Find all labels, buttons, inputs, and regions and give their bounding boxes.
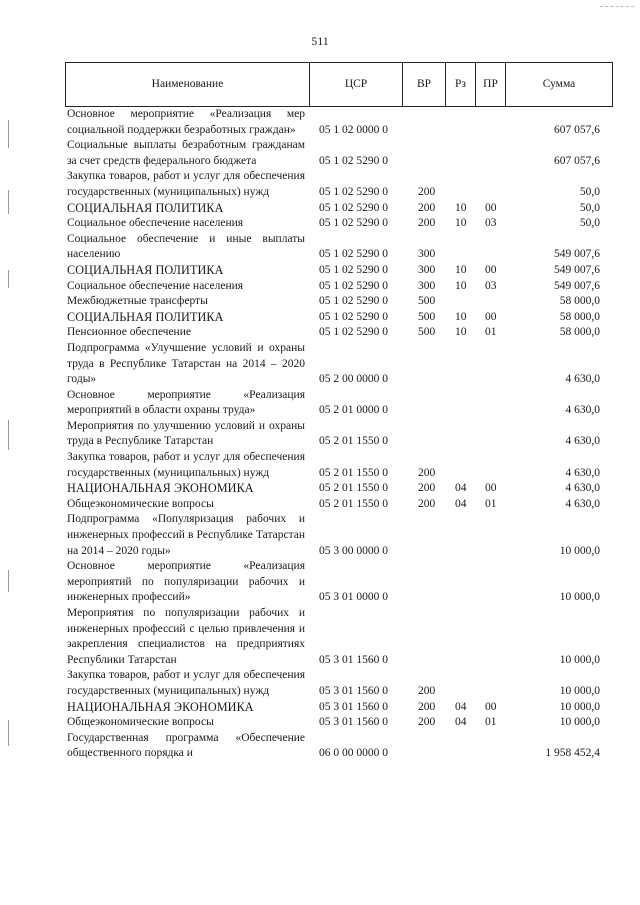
row-name: Подпрограмма «Улучшение условий и охраны труда в Республике Татарстан на 2014 – 2020 годы» bbox=[67, 341, 305, 386]
row-name: Закупка товаров, работ и услуг для обеспечения государственных (муниципальных) нужд bbox=[67, 170, 305, 198]
table-row bbox=[65, 138, 613, 169]
table-body bbox=[65, 107, 613, 762]
row-csr: 05 3 00 0000 0 bbox=[319, 544, 388, 557]
row-csr: 05 2 01 1550 0 bbox=[319, 482, 388, 495]
row-vr: 500 bbox=[418, 326, 436, 339]
column-header-pr: ПР bbox=[476, 63, 506, 106]
table-row bbox=[65, 279, 613, 295]
row-name: Социальные выплаты безработным гражданам за счет средств федерального бюджета bbox=[67, 139, 305, 167]
row-csr: 05 3 01 1560 0 bbox=[319, 684, 388, 697]
row-vr: 200 bbox=[418, 201, 436, 214]
table-row bbox=[65, 715, 613, 731]
row-name: Мероприятия по улучшению условий и охраны труда в Республике Татарстан bbox=[67, 419, 305, 448]
row-name: НАЦИОНАЛЬНАЯ ЭКОНОМИКА bbox=[67, 481, 254, 496]
table-row bbox=[65, 201, 613, 217]
row-pr: 00 bbox=[485, 310, 497, 323]
row-vr: 200 bbox=[418, 482, 436, 495]
row-csr: 05 3 01 1560 0 bbox=[319, 716, 388, 729]
table-row bbox=[65, 512, 613, 559]
row-csr: 05 1 02 0000 0 bbox=[319, 123, 388, 136]
table-row bbox=[65, 216, 613, 232]
row-sum: 549 007,6 bbox=[554, 263, 600, 276]
table-row bbox=[65, 294, 613, 310]
row-csr: 05 1 02 5290 0 bbox=[319, 154, 388, 167]
row-name: Социальное обеспечение населения bbox=[67, 217, 244, 230]
row-sum: 4 630,0 bbox=[565, 482, 600, 495]
row-csr: 05 1 02 5290 0 bbox=[319, 248, 388, 261]
table-row bbox=[65, 169, 613, 200]
row-vr: 500 bbox=[418, 310, 436, 323]
row-csr: 05 2 00 0000 0 bbox=[319, 373, 388, 386]
row-pr: 00 bbox=[485, 263, 497, 276]
row-name: НАЦИОНАЛЬНАЯ ЭКОНОМИКА bbox=[67, 699, 254, 714]
table-row bbox=[65, 497, 613, 513]
row-pr: 01 bbox=[485, 497, 497, 510]
table-row bbox=[65, 107, 613, 138]
row-csr: 05 3 01 0000 0 bbox=[319, 591, 388, 604]
row-sum: 10 000,0 bbox=[559, 544, 600, 557]
table-row bbox=[65, 668, 613, 699]
row-rz: 04 bbox=[455, 482, 467, 495]
row-rz: 10 bbox=[455, 279, 467, 292]
table-row bbox=[65, 232, 613, 263]
row-csr: 05 2 01 1550 0 bbox=[319, 435, 388, 448]
row-pr: 03 bbox=[485, 217, 497, 230]
scan-edge-marks bbox=[8, 120, 11, 820]
table-row bbox=[65, 388, 613, 419]
table-row bbox=[65, 310, 613, 326]
row-csr: 05 1 02 5290 0 bbox=[319, 295, 388, 308]
column-header-vr: ВР bbox=[403, 63, 446, 106]
row-pr: 03 bbox=[485, 279, 497, 292]
row-csr: 05 3 01 1560 0 bbox=[319, 653, 388, 666]
row-sum: 10 000,0 bbox=[559, 716, 600, 729]
row-rz: 04 bbox=[455, 716, 467, 729]
row-sum: 607 057,6 bbox=[554, 154, 600, 167]
row-csr: 05 1 02 5290 0 bbox=[319, 279, 388, 292]
row-sum: 4 630,0 bbox=[565, 466, 600, 479]
row-rz: 04 bbox=[455, 497, 467, 510]
row-name: Государственная программа «Обеспечение общественного порядка и bbox=[67, 731, 305, 760]
row-name: Основное мероприятие «Реализация мер социальной поддержки безработных граждан» bbox=[67, 108, 305, 136]
row-vr: 500 bbox=[418, 295, 436, 308]
row-vr: 300 bbox=[418, 248, 436, 261]
row-csr: 05 1 02 5290 0 bbox=[319, 217, 388, 230]
row-name: Основное мероприятие «Реализация мероприятий в области охраны труда» bbox=[67, 388, 305, 417]
row-sum: 58 000,0 bbox=[559, 310, 600, 323]
row-sum: 10 000,0 bbox=[559, 653, 600, 666]
row-name: Мероприятия по популяризации рабочих и инженерных профессий с целью привлечения и закрепления специалистов на предприятиях Республики Татарстан bbox=[67, 607, 305, 666]
row-rz: 10 bbox=[455, 217, 467, 230]
column-header-csr: ЦСР bbox=[310, 63, 403, 106]
row-name: СОЦИАЛЬНАЯ ПОЛИТИКА bbox=[67, 200, 224, 215]
table-row bbox=[65, 450, 613, 481]
row-sum: 50,0 bbox=[579, 217, 600, 230]
row-csr: 05 3 01 1560 0 bbox=[319, 700, 388, 713]
row-csr: 05 1 02 5290 0 bbox=[319, 201, 388, 214]
table-row bbox=[65, 263, 613, 279]
row-name: Пенсионное обеспечение bbox=[67, 326, 191, 339]
table-header bbox=[65, 62, 613, 107]
row-vr: 200 bbox=[418, 684, 436, 697]
row-rz: 10 bbox=[455, 326, 467, 339]
row-sum: 58 000,0 bbox=[559, 326, 600, 339]
row-name: Социальное обеспечение населения bbox=[67, 279, 244, 292]
row-pr: 00 bbox=[485, 700, 497, 713]
row-sum: 10 000,0 bbox=[559, 700, 600, 713]
row-sum: 4 630,0 bbox=[565, 497, 600, 510]
row-sum: 607 057,6 bbox=[554, 123, 600, 136]
row-name: Подпрограмма «Популяризация рабочих и инженерных профессий в Республике Татарстан на 2014 – 2020 годы» bbox=[67, 513, 305, 557]
row-sum: 4 630,0 bbox=[565, 404, 600, 417]
row-name: СОЦИАЛЬНАЯ ПОЛИТИКА bbox=[67, 309, 224, 324]
table-row bbox=[65, 481, 613, 497]
row-name: Закупка товаров, работ и услуг для обеспечения государственных (муниципальных) нужд bbox=[67, 669, 305, 697]
row-sum: 4 630,0 bbox=[565, 373, 600, 386]
row-vr: 200 bbox=[418, 466, 436, 479]
row-sum: 50,0 bbox=[579, 185, 600, 198]
row-rz: 10 bbox=[455, 310, 467, 323]
column-header-name: Наименование bbox=[66, 63, 310, 106]
row-vr: 200 bbox=[418, 185, 436, 198]
row-name: Основное мероприятие «Реализация мероприятий по популяризации рабочих и инженерных профессий» bbox=[67, 560, 305, 604]
row-name: Межбюджетные трансферты bbox=[67, 295, 208, 308]
row-csr: 05 1 02 5290 0 bbox=[319, 326, 388, 339]
row-rz: 04 bbox=[455, 700, 467, 713]
row-vr: 300 bbox=[418, 263, 436, 276]
row-csr: 05 2 01 1550 0 bbox=[319, 466, 388, 479]
row-sum: 4 630,0 bbox=[565, 435, 600, 448]
row-vr: 200 bbox=[418, 716, 436, 729]
row-sum: 50,0 bbox=[579, 201, 600, 214]
row-sum: 1 958 452,4 bbox=[545, 747, 600, 760]
table-row bbox=[65, 559, 613, 606]
row-csr: 06 0 00 0000 0 bbox=[319, 747, 388, 760]
column-header-rz: Рз bbox=[446, 63, 476, 106]
row-pr: 01 bbox=[485, 326, 497, 339]
row-vr: 300 bbox=[418, 279, 436, 292]
table-row bbox=[65, 341, 613, 388]
row-name: СОЦИАЛЬНАЯ ПОЛИТИКА bbox=[67, 262, 224, 277]
row-pr: 00 bbox=[485, 482, 497, 495]
row-csr: 05 1 02 5290 0 bbox=[319, 185, 388, 198]
row-vr: 200 bbox=[418, 700, 436, 713]
row-name: Общеэкономические вопросы bbox=[67, 716, 214, 729]
row-sum: 10 000,0 bbox=[559, 591, 600, 604]
row-rz: 10 bbox=[455, 263, 467, 276]
row-pr: 00 bbox=[485, 201, 497, 214]
page-number: 511 bbox=[311, 34, 329, 48]
row-csr: 05 1 02 5290 0 bbox=[319, 263, 388, 276]
row-sum: 58 000,0 bbox=[559, 295, 600, 308]
row-vr: 200 bbox=[418, 497, 436, 510]
row-name: Общеэкономические вопросы bbox=[67, 497, 214, 510]
table-row bbox=[65, 606, 613, 668]
table-row bbox=[65, 325, 613, 341]
row-sum: 549 007,6 bbox=[554, 248, 600, 261]
row-sum: 10 000,0 bbox=[559, 684, 600, 697]
row-sum: 549 007,6 bbox=[554, 279, 600, 292]
scan-mark bbox=[600, 6, 634, 7]
table-row bbox=[65, 419, 613, 450]
column-header-sum: Сумма bbox=[542, 78, 576, 90]
table-row bbox=[65, 700, 613, 716]
row-name: Закупка товаров, работ и услуг для обеспечения государственных (муниципальных) нужд bbox=[67, 451, 305, 479]
table-row bbox=[65, 731, 613, 762]
row-csr: 05 2 01 0000 0 bbox=[319, 404, 388, 417]
row-vr: 200 bbox=[418, 217, 436, 230]
row-rz: 10 bbox=[455, 201, 467, 214]
row-csr: 05 2 01 1550 0 bbox=[319, 497, 388, 510]
row-csr: 05 1 02 5290 0 bbox=[319, 310, 388, 323]
row-pr: 01 bbox=[485, 716, 497, 729]
row-name: Социальное обеспечение и иные выплаты населению bbox=[67, 232, 305, 261]
